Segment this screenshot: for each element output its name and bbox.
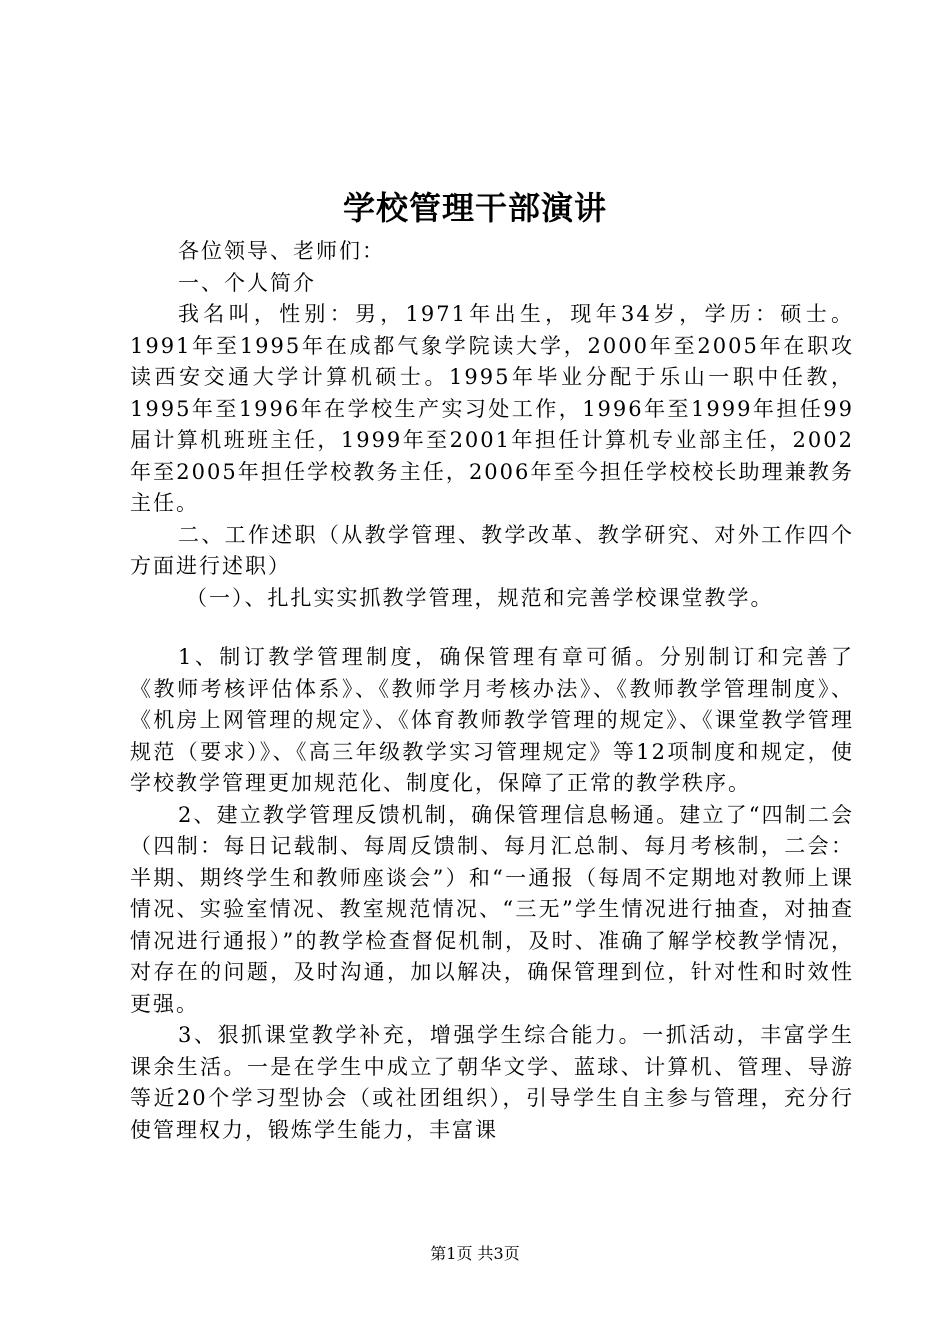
paragraph-item-1: 1、制订教学管理制度，确保管理有章可循。分别制订和完善了《教师考核评估体系》、《教师学月考核办法》、《教师教学管理制度》、《机房上网管理的规定》、《体育教师教学管理的规定》、《课堂教学管理规范（要求）》、《高三年级教学实习管理规定》等12项制度和规定，使学校教学管理更加规范化、制度化，保障了正常的教学秩序。 bbox=[130, 645, 854, 795]
paragraph-intro: 我名叫，性别：男，1971年出生，现年34岁，学历：硕士。1991年至1995年在成都气象学院读大学，2000年至2005年在职攻读西安交通大学计算机硕士。1995年毕业分配于乐山一职中任教，1995年至1996年在学校生产实习处工作，1996年至1999年担任99届计算机班班主任，1999年至2001年担任计算机专业部主任，2002年至2005年担任学校教务主任，2006年至今担任学校校长助理兼教务主任。 bbox=[130, 302, 854, 515]
paragraph-gap bbox=[130, 614, 854, 642]
subsection-heading-1: （一）、扎扎实实抓教学管理，规范和完善学校课堂教学。 bbox=[186, 585, 774, 610]
document-title: 学校管理干部演讲 bbox=[342, 189, 607, 227]
page-footer: 第1页 共3页 bbox=[430, 1244, 520, 1263]
document-body bbox=[130, 236, 854, 1146]
section-heading-work: 二、工作述职（从教学管理、教学改革、教学研究、对外工作四个方面进行述职） bbox=[130, 522, 854, 578]
paragraph-item-2: 2、建立教学管理反馈机制，确保管理信息畅通。建立了“四制二会（四制：每日记载制、每周反馈制、每月汇总制、每月考核制，二会：半期、期终学生和教师座谈会”）和“一通报（每周不定期地对教师上课情况、实验室情况、教室规范情况、“三无”学生情况进行抽查，对抽查情况进行通报）”的教学检查督促机制，及时、准确了解学校教学情况，对存在的问题，及时沟通，加以解决，确保管理到位，针对性和时效性更强。 bbox=[130, 802, 854, 1016]
paragraph-item-3: 3、狠抓课堂教学补充，增强学生综合能力。一抓活动，丰富学生课余生活。一是在学生中成立了朝华文学、蓝球、计算机、管理、导游等近20个学习型协会（或社团组织），引导学生自主参与管理，充分行使管理权力，锻炼学生能力，丰富课 bbox=[130, 1023, 854, 1142]
section-heading-intro: 一、个人简介 bbox=[178, 270, 316, 295]
salutation: 各位领导、老师们： bbox=[178, 239, 385, 263]
